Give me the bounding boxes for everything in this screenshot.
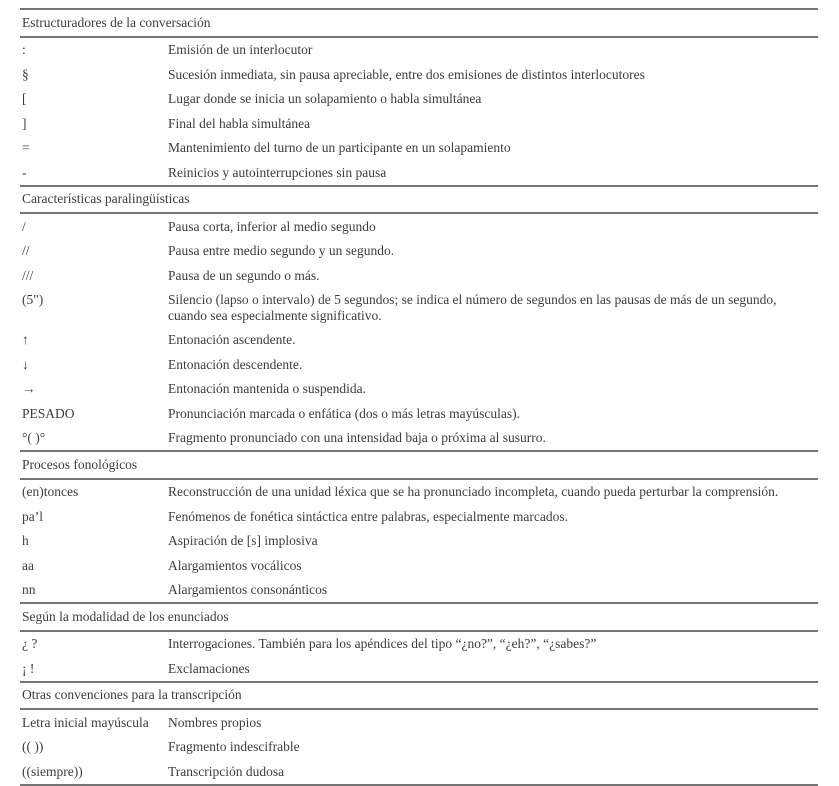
description-cell: Emisión de un interlocutor	[168, 42, 313, 57]
description-cell: Reinicios y autointerrupciones sin pausa	[168, 164, 387, 180]
section-title: Estructuradores de la conversación	[20, 8, 818, 38]
symbol-cell: ↓	[22, 356, 29, 372]
table-section	[20, 8, 818, 185]
symbol-cell: (( ))	[22, 739, 44, 754]
symbol-cell: -	[22, 164, 27, 180]
table-row	[20, 214, 818, 239]
description-cell: Silencio (lapso o intervalo) de 5 segundos; se indica el número de segundos en las pausas de más de un segundo, cuando sea especialmente significativo.	[168, 292, 777, 323]
description-cell: Mantenimiento del turno de un participante en un solapamiento	[168, 140, 511, 155]
table-row	[20, 288, 818, 328]
table-row	[20, 160, 818, 185]
table-row	[20, 239, 818, 264]
symbol-cell: →	[22, 381, 36, 396]
table-row	[20, 136, 818, 161]
description-cell: Pausa de un segundo o más.	[168, 267, 320, 283]
symbol-cell: ((siempre))	[22, 763, 83, 779]
table-row	[20, 328, 818, 353]
transcription-conventions-table	[20, 8, 818, 786]
symbol-cell: aa	[22, 557, 34, 573]
description-cell: Sucesión inmediata, sin pausa apreciable, entre dos emisiones de distintos interlocutores	[168, 66, 645, 82]
table-row	[20, 263, 818, 288]
table-row	[20, 38, 818, 63]
table-row	[20, 710, 818, 735]
table-row	[20, 111, 818, 136]
symbol-cell: Letra inicial mayúscula	[22, 714, 149, 730]
table-row	[20, 352, 818, 377]
symbol-cell: pa’l	[22, 508, 43, 524]
symbol-cell: §	[22, 66, 29, 82]
table-row	[20, 578, 818, 603]
description-cell: Nombres propios	[168, 714, 262, 730]
table-section	[20, 185, 818, 451]
symbol-cell: °( )°	[22, 430, 46, 445]
description-cell: Alargamientos consonánticos	[168, 582, 328, 597]
table-row	[20, 426, 818, 451]
symbol-cell: ¡ !	[22, 660, 35, 676]
description-cell: Interrogaciones. También para los apéndices del tipo “¿no?”, “¿eh?”, “¿sabes?”	[168, 636, 597, 651]
description-cell: Transcripción dudosa	[168, 763, 285, 779]
symbol-cell: :	[22, 42, 26, 57]
table-row	[20, 377, 818, 402]
description-cell: Pronunciación marcada o enfática (dos o más letras mayúsculas).	[168, 405, 520, 421]
description-cell: Lugar donde se inicia un solapamiento o habla simultánea	[168, 91, 482, 106]
symbol-cell: (en)tonces	[22, 484, 79, 499]
table-row	[20, 401, 818, 426]
symbol-cell: nn	[22, 582, 36, 597]
table-row	[20, 62, 818, 87]
symbol-cell: h	[22, 533, 29, 548]
section-title: Procesos fonológicos	[20, 450, 818, 480]
description-cell: Entonación descendente.	[168, 356, 303, 372]
table-row	[20, 480, 818, 505]
symbol-cell: /	[22, 218, 26, 234]
symbol-cell: (5")	[22, 292, 44, 307]
description-cell: Fenómenos de fonética sintáctica entre palabras, especialmente marcados.	[168, 508, 568, 524]
description-cell: Fragmento pronunciado con una intensidad baja o próxima al susurro.	[168, 430, 546, 445]
symbol-cell: //	[22, 243, 30, 258]
table-row	[20, 656, 818, 681]
table-section	[20, 450, 818, 602]
table-section	[20, 602, 818, 681]
description-cell: Pausa corta, inferior al medio segundo	[168, 218, 376, 234]
description-cell: Aspiración de [s] implosiva	[168, 533, 318, 548]
symbol-cell: ↑	[22, 332, 29, 347]
table-row	[20, 504, 818, 529]
section-title: Otras convenciones para la transcripción	[20, 681, 818, 711]
description-cell: Entonación mantenida o suspendida.	[168, 381, 366, 396]
description-cell: Entonación ascendente.	[168, 332, 296, 347]
table-row	[20, 735, 818, 760]
table-row	[20, 529, 818, 554]
description-cell: Fragmento indescifrable	[168, 739, 300, 754]
symbol-cell: PESADO	[22, 405, 75, 421]
description-cell: Reconstrucción de una unidad léxica que se ha pronunciado incompleta, cuando pueda perturbar la comprensión.	[168, 484, 779, 499]
symbol-cell: ///	[22, 267, 34, 283]
symbol-cell: =	[22, 140, 30, 155]
symbol-cell: ¿ ?	[22, 636, 38, 651]
table-row	[20, 632, 818, 657]
symbol-cell: ]	[22, 115, 27, 131]
description-cell: Pausa entre medio segundo y un segundo.	[168, 243, 395, 258]
table-section	[20, 681, 818, 784]
symbol-cell: [	[22, 91, 27, 106]
description-cell: Alargamientos vocálicos	[168, 557, 302, 573]
description-cell: Exclamaciones	[168, 660, 250, 676]
table-row	[20, 553, 818, 578]
table-row	[20, 759, 818, 784]
description-cell: Final del habla simultánea	[168, 115, 311, 131]
table-row	[20, 87, 818, 112]
section-title: Según la modalidad de los enunciados	[20, 602, 818, 632]
section-title: Características paralingüísticas	[20, 185, 818, 215]
